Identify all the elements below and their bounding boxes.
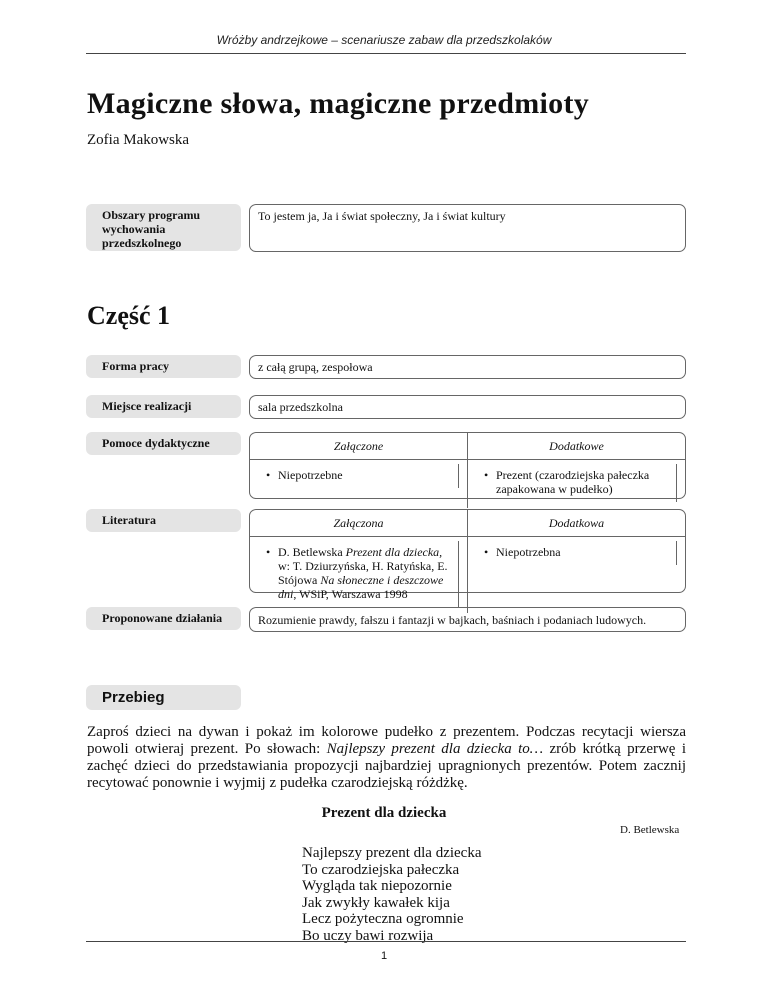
- author: Zofia Makowska: [87, 132, 190, 148]
- form-of-work-label: Forma pracy: [86, 355, 241, 378]
- procedure-text: Zaproś dzieci na dywan i pokaż im kolorowe pudełko z prezentem. Podczas recytacji wiersza powoli otwieraj prezent. Po słowach: Najlepszy prezent dla dziecka to… zrób krótką przerwę i zachęć dzieci do przedstawiania propozycji najbardziej upragnionych prezentów. Potem zacznij recytować ponownie i wyjmij z pudełka czarodziejską różdżkę.: [87, 724, 686, 791]
- footer-rule: [86, 941, 686, 942]
- document-title: Magiczne słowa, magiczne przedmioty: [87, 87, 590, 120]
- literature-additional-item: Niepotrzebna: [496, 545, 561, 559]
- teaching-aids-table: [249, 432, 686, 499]
- program-areas-value: To jestem ja, Ja i świat społeczny, Ja i świat kultury: [249, 204, 686, 252]
- poem: [302, 845, 482, 944]
- teaching-aids-additional-header: Dodatkowe: [549, 439, 604, 453]
- literature-additional-header: Dodatkowa: [548, 516, 605, 530]
- page-number: 1: [380, 950, 388, 962]
- poem-line: Jak zwykły kawałek kija: [302, 894, 450, 911]
- poem-line: Wygląda tak niepozornie: [302, 878, 452, 894]
- list-item: • D. Betlewska Prezent dla dziecka, w: T. Dziurzyńska, H. Ratyńska, E. Stójowa Na słoneczne i deszczowe dni, WSiP, Warszawa 1998: [258, 541, 459, 607]
- procedure-heading: Przebieg: [86, 685, 241, 710]
- location-value: sala przedszkolna: [249, 395, 686, 419]
- poem-line: Lecz pożyteczna ogromnie: [302, 911, 464, 927]
- list-item: • Prezent (czarodziejska pałeczka zapakowana w pudełko): [476, 464, 677, 502]
- running-header: Wróżby andrzejkowe – scenariusze zabaw dla przedszkolaków: [216, 33, 552, 47]
- teaching-aids-additional-item: Prezent (czarodziejska pałeczka zapakowana w pudełko): [496, 468, 650, 496]
- poem-line: Bo uczy bawi rozwija: [302, 927, 434, 944]
- list-item: • Niepotrzebne: [258, 464, 459, 488]
- list-item: • Niepotrzebna: [476, 541, 677, 565]
- poem-line: To czarodziejska pałeczka: [302, 861, 460, 878]
- literature-label: Literatura: [86, 509, 241, 532]
- literature-table: [249, 509, 686, 601]
- teaching-aids-included-item: Niepotrzebne: [278, 468, 343, 482]
- header-rule: [86, 53, 686, 54]
- poem-author: D. Betlewska: [620, 824, 680, 836]
- teaching-aids-included-header: Załączone: [250, 433, 468, 459]
- form-of-work-value: z całą grupą, zespołowa: [249, 355, 686, 379]
- poem-title: Prezent dla dziecka: [321, 805, 447, 821]
- poem-line: Najlepszy prezent dla dziecka: [302, 845, 482, 861]
- literature-included-header: Załączona: [250, 510, 468, 536]
- literature-included-item: D. Betlewska Prezent dla dziecka, w: T. Dziurzyńska, H. Ratyńska, E. Stójowa Na słoneczne i deszczowe dni, WSiP, Warszawa 1998: [278, 545, 448, 601]
- program-areas-label: Obszary programu wychowania przedszkolnego: [86, 204, 241, 251]
- section-heading: Część 1: [87, 301, 171, 330]
- location-label: Miejsce realizacji: [86, 395, 241, 418]
- proposed-activities-value: Rozumienie prawdy, fałszu i fantazji w bajkach, baśniach i podaniach ludowych.: [249, 607, 686, 632]
- proposed-activities-label: Proponowane działania: [86, 607, 241, 630]
- teaching-aids-label: Pomoce dydaktyczne: [86, 432, 241, 455]
